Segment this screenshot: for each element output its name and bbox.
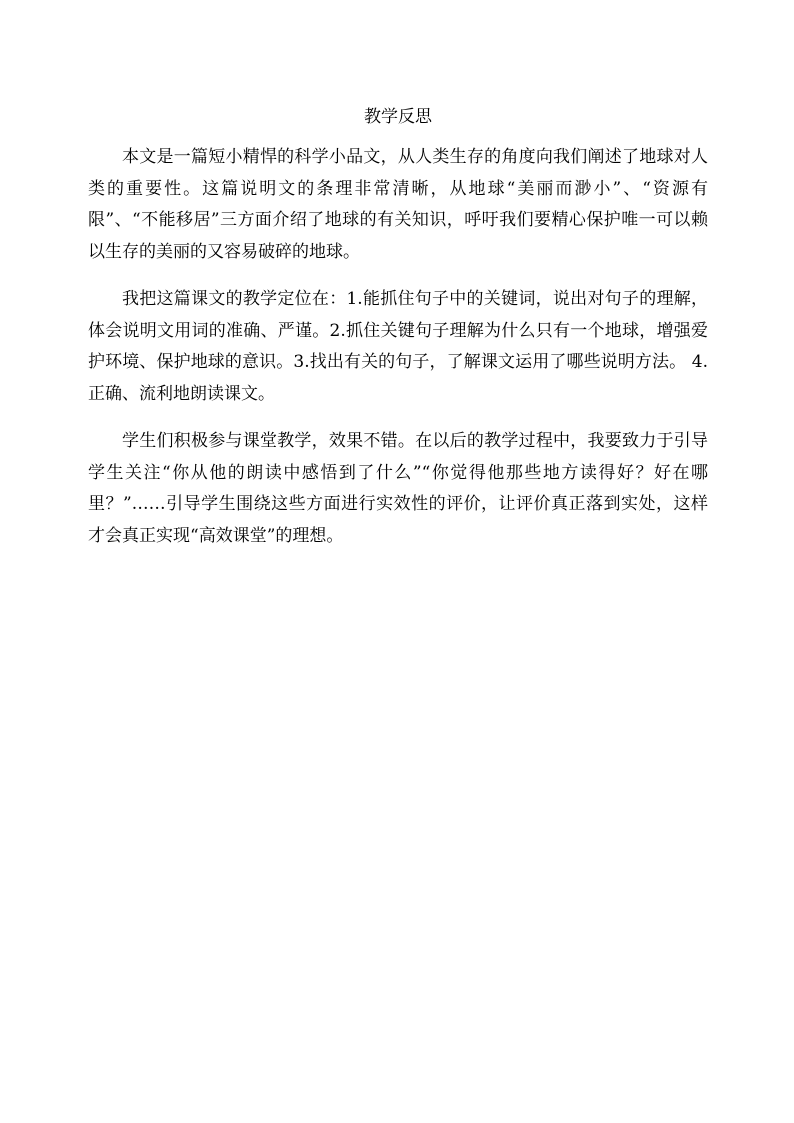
paragraph-1: 本文是一篇短小精悍的科学小品文，从人类生存的角度向我们阐述了地球对人类的重要性。这篇说明文的条理非常清晰，从地球“美丽而渺小”、“资源有限”、“不能移居”三方面介绍了地球的有关知识，呼吁我们要精心保护唯一可以赖以生存的美丽的又容易破碎的地球。 bbox=[88, 147, 708, 262]
paragraph-3: 学生们积极参与课堂教学，效果不错。在以后的教学过程中，我要致力于引导学生关注“你从他的朗读中感悟到了什么”“你觉得他那些地方读得好？好在哪里？”……引导学生围绕这些方面进行实效性的评价，让评价真正落到实处，这样才会真正实现“高效课堂”的理想。 bbox=[88, 431, 708, 546]
document-title: 教学反思 bbox=[364, 107, 432, 127]
paragraph-2: 我把这篇课文的教学定位在：1.能抓住句子中的关键词，说出对句子的理解，体会说明文用词的准确、严谨。2.抓住关键句子理解为什么只有一个地球，增强爱护环境、保护地球的意识。3.找出有关的句子，了解课文运用了哪些说明方法。 4.正确、流利地朗读课文。 bbox=[88, 289, 708, 404]
document-body bbox=[88, 100, 708, 568]
